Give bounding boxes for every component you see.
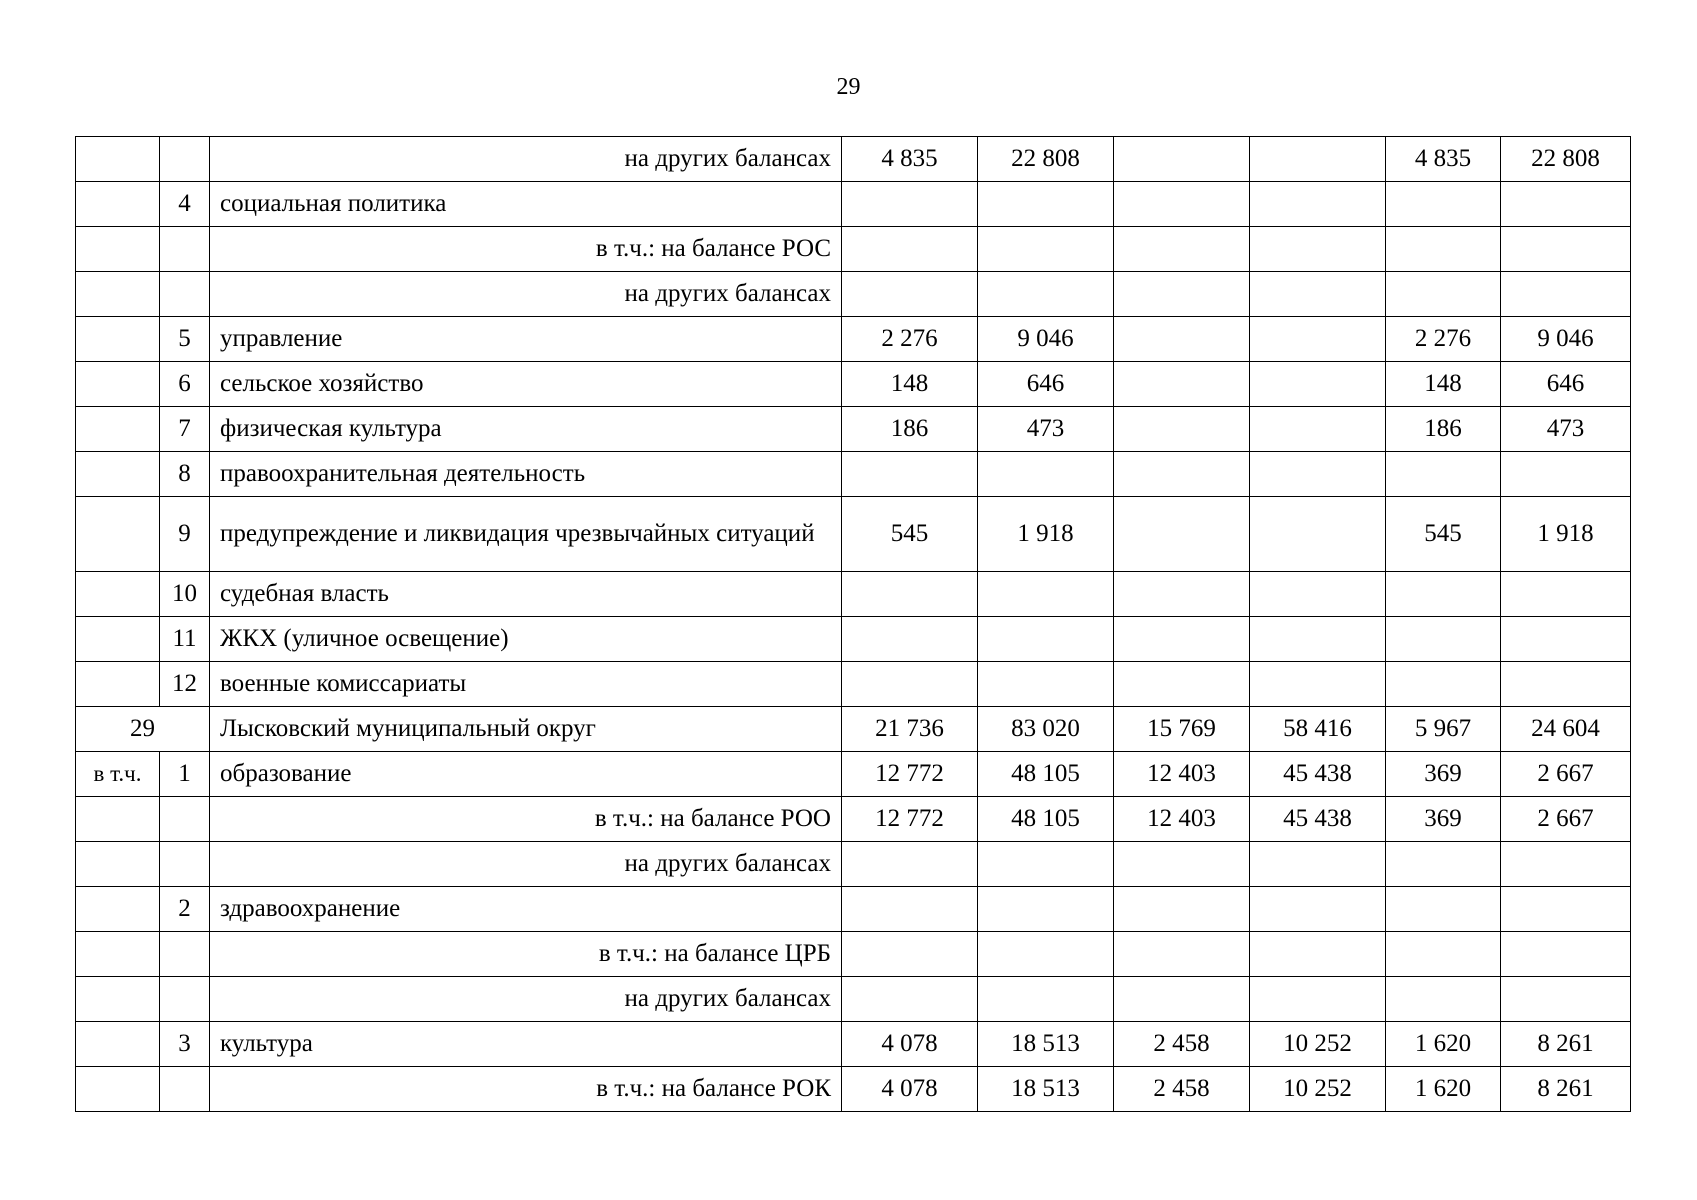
value-cell	[842, 452, 978, 497]
value-cell	[1114, 887, 1250, 932]
item-name-cell: судебная власть	[210, 572, 842, 617]
value-cell	[1250, 842, 1386, 887]
group-cell: в т.ч.	[76, 752, 160, 797]
table-row	[76, 932, 1631, 977]
value-cell: 12 403	[1114, 752, 1250, 797]
value-cell	[842, 977, 978, 1022]
value-cell	[1250, 137, 1386, 182]
value-cell	[1250, 572, 1386, 617]
group-cell	[76, 227, 160, 272]
item-name-cell: здравоохранение	[210, 887, 842, 932]
item-name-cell: социальная политика	[210, 182, 842, 227]
value-cell: 1 620	[1386, 1022, 1501, 1067]
table-row	[76, 1067, 1631, 1112]
value-cell	[1250, 362, 1386, 407]
item-number-cell: 9	[160, 497, 210, 572]
value-cell	[1114, 137, 1250, 182]
item-number-cell: 12	[160, 662, 210, 707]
value-cell: 24 604	[1501, 707, 1631, 752]
group-cell	[76, 1022, 160, 1067]
group-cell	[76, 617, 160, 662]
item-number-cell: 8	[160, 452, 210, 497]
item-name-cell: в т.ч.: на балансе ЦРБ	[210, 932, 842, 977]
value-cell	[1250, 617, 1386, 662]
table-row	[76, 887, 1631, 932]
item-number-cell	[160, 272, 210, 317]
value-cell: 148	[1386, 362, 1501, 407]
value-cell	[978, 977, 1114, 1022]
value-cell	[1114, 977, 1250, 1022]
item-name-cell: на других балансах	[210, 842, 842, 887]
group-cell	[76, 572, 160, 617]
district-number-cell: 29	[76, 707, 210, 752]
value-cell	[1114, 497, 1250, 572]
table-row	[76, 572, 1631, 617]
page-number: 29	[836, 74, 861, 100]
value-cell	[1386, 617, 1501, 662]
value-cell: 2 667	[1501, 752, 1631, 797]
value-cell	[1250, 317, 1386, 362]
item-name-cell: управление	[210, 317, 842, 362]
item-number-cell: 7	[160, 407, 210, 452]
group-cell	[76, 452, 160, 497]
value-cell	[1501, 452, 1631, 497]
value-cell	[1114, 452, 1250, 497]
value-cell	[1386, 572, 1501, 617]
group-cell	[76, 137, 160, 182]
value-cell: 186	[1386, 407, 1501, 452]
value-cell: 21 736	[842, 707, 978, 752]
value-cell	[1501, 617, 1631, 662]
value-cell	[842, 932, 978, 977]
value-cell: 473	[1501, 407, 1631, 452]
data-table	[75, 136, 1631, 1112]
item-name-cell: в т.ч.: на балансе РОС	[210, 227, 842, 272]
table-row	[76, 707, 1631, 752]
table-row	[76, 752, 1631, 797]
value-cell	[1386, 182, 1501, 227]
table-row	[76, 797, 1631, 842]
item-number-cell: 3	[160, 1022, 210, 1067]
value-cell	[1250, 887, 1386, 932]
item-name-cell: в т.ч.: на балансе РОО	[210, 797, 842, 842]
value-cell: 22 808	[1501, 137, 1631, 182]
table-row	[76, 1022, 1631, 1067]
value-cell: 148	[842, 362, 978, 407]
value-cell	[1114, 227, 1250, 272]
value-cell: 369	[1386, 797, 1501, 842]
item-number-cell: 10	[160, 572, 210, 617]
value-cell: 1 918	[1501, 497, 1631, 572]
value-cell	[1114, 407, 1250, 452]
value-cell	[1501, 662, 1631, 707]
group-cell	[76, 932, 160, 977]
value-cell	[1386, 842, 1501, 887]
value-cell	[1250, 932, 1386, 977]
value-cell: 10 252	[1250, 1022, 1386, 1067]
value-cell: 5 967	[1386, 707, 1501, 752]
item-number-cell: 11	[160, 617, 210, 662]
value-cell	[1250, 407, 1386, 452]
value-cell	[978, 227, 1114, 272]
value-cell	[1114, 272, 1250, 317]
value-cell: 2 458	[1114, 1022, 1250, 1067]
table-row	[76, 662, 1631, 707]
item-name-cell: военные комиссариаты	[210, 662, 842, 707]
value-cell	[1501, 182, 1631, 227]
group-cell	[76, 797, 160, 842]
group-cell	[76, 182, 160, 227]
value-cell: 48 105	[978, 797, 1114, 842]
table-body	[76, 137, 1631, 1112]
item-number-cell	[160, 977, 210, 1022]
item-number-cell: 1	[160, 752, 210, 797]
value-cell: 2 276	[1386, 317, 1501, 362]
value-cell	[1386, 887, 1501, 932]
value-cell: 83 020	[978, 707, 1114, 752]
value-cell	[1114, 572, 1250, 617]
value-cell	[1386, 662, 1501, 707]
table-row	[76, 977, 1631, 1022]
item-number-cell: 4	[160, 182, 210, 227]
item-name-cell: ЖКХ (уличное освещение)	[210, 617, 842, 662]
value-cell	[1114, 362, 1250, 407]
group-cell	[76, 662, 160, 707]
group-cell	[76, 977, 160, 1022]
value-cell	[1114, 842, 1250, 887]
value-cell: 473	[978, 407, 1114, 452]
value-cell	[978, 272, 1114, 317]
value-cell	[842, 272, 978, 317]
value-cell: 186	[842, 407, 978, 452]
value-cell	[842, 227, 978, 272]
value-cell: 369	[1386, 752, 1501, 797]
value-cell: 8 261	[1501, 1067, 1631, 1112]
value-cell	[1386, 272, 1501, 317]
item-number-cell	[160, 842, 210, 887]
value-cell: 22 808	[978, 137, 1114, 182]
value-cell	[1501, 227, 1631, 272]
value-cell: 545	[842, 497, 978, 572]
value-cell	[978, 842, 1114, 887]
group-cell	[76, 842, 160, 887]
value-cell: 45 438	[1250, 797, 1386, 842]
item-number-cell	[160, 1067, 210, 1112]
group-cell	[76, 407, 160, 452]
value-cell	[842, 887, 978, 932]
value-cell: 10 252	[1250, 1067, 1386, 1112]
value-cell	[1386, 932, 1501, 977]
value-cell	[1501, 272, 1631, 317]
value-cell: 8 261	[1501, 1022, 1631, 1067]
value-cell	[1501, 887, 1631, 932]
value-cell	[842, 617, 978, 662]
value-cell	[1114, 932, 1250, 977]
value-cell: 1 620	[1386, 1067, 1501, 1112]
item-number-cell: 6	[160, 362, 210, 407]
value-cell: 18 513	[978, 1067, 1114, 1112]
item-name-cell: культура	[210, 1022, 842, 1067]
group-cell	[76, 497, 160, 572]
item-name-cell: образование	[210, 752, 842, 797]
value-cell: 58 416	[1250, 707, 1386, 752]
value-cell	[842, 842, 978, 887]
value-cell: 48 105	[978, 752, 1114, 797]
group-cell	[76, 1067, 160, 1112]
value-cell: 646	[1501, 362, 1631, 407]
value-cell	[978, 662, 1114, 707]
value-cell	[1250, 227, 1386, 272]
value-cell: 45 438	[1250, 752, 1386, 797]
value-cell: 646	[978, 362, 1114, 407]
value-cell	[978, 617, 1114, 662]
value-cell	[1501, 572, 1631, 617]
table-row	[76, 617, 1631, 662]
value-cell: 15 769	[1114, 707, 1250, 752]
value-cell	[1501, 842, 1631, 887]
item-number-cell	[160, 797, 210, 842]
value-cell	[978, 932, 1114, 977]
value-cell	[842, 572, 978, 617]
item-number-cell: 5	[160, 317, 210, 362]
value-cell	[1114, 617, 1250, 662]
table-row	[76, 182, 1631, 227]
table-row	[76, 497, 1631, 572]
value-cell: 12 403	[1114, 797, 1250, 842]
value-cell: 12 772	[842, 797, 978, 842]
value-cell: 2 667	[1501, 797, 1631, 842]
group-cell	[76, 887, 160, 932]
table-row	[76, 272, 1631, 317]
value-cell	[842, 182, 978, 227]
value-cell	[842, 662, 978, 707]
value-cell	[978, 452, 1114, 497]
value-cell: 2 458	[1114, 1067, 1250, 1112]
item-number-cell	[160, 932, 210, 977]
table-row	[76, 407, 1631, 452]
value-cell	[1386, 977, 1501, 1022]
group-cell	[76, 362, 160, 407]
value-cell	[1114, 317, 1250, 362]
value-cell	[1250, 452, 1386, 497]
item-number-cell	[160, 137, 210, 182]
item-number-cell	[160, 227, 210, 272]
value-cell	[1114, 662, 1250, 707]
item-name-cell: в т.ч.: на балансе РОК	[210, 1067, 842, 1112]
table-row	[76, 362, 1631, 407]
value-cell: 9 046	[1501, 317, 1631, 362]
item-name-cell: на других балансах	[210, 272, 842, 317]
value-cell	[1250, 182, 1386, 227]
value-cell	[1386, 227, 1501, 272]
item-name-cell: сельское хозяйство	[210, 362, 842, 407]
value-cell: 9 046	[978, 317, 1114, 362]
value-cell	[1250, 662, 1386, 707]
value-cell	[1386, 452, 1501, 497]
value-cell	[1501, 932, 1631, 977]
value-cell	[1501, 977, 1631, 1022]
table-row	[76, 317, 1631, 362]
group-cell	[76, 272, 160, 317]
table-row	[76, 227, 1631, 272]
item-number-cell: 2	[160, 887, 210, 932]
value-cell: 12 772	[842, 752, 978, 797]
value-cell: 2 276	[842, 317, 978, 362]
value-cell	[1250, 272, 1386, 317]
value-cell: 4 078	[842, 1022, 978, 1067]
value-cell: 4 835	[842, 137, 978, 182]
value-cell	[1250, 977, 1386, 1022]
item-name-cell: предупреждение и ликвидация чрезвычайных ситуаций	[210, 497, 842, 572]
value-cell: 1 918	[978, 497, 1114, 572]
item-name-cell: на других балансах	[210, 137, 842, 182]
group-cell	[76, 317, 160, 362]
item-name-cell: Лысковский муниципальный округ	[210, 707, 842, 752]
table-row	[76, 452, 1631, 497]
value-cell	[978, 887, 1114, 932]
item-name-cell: правоохранительная деятельность	[210, 452, 842, 497]
value-cell	[978, 182, 1114, 227]
value-cell: 18 513	[978, 1022, 1114, 1067]
table-row	[76, 137, 1631, 182]
value-cell	[1250, 497, 1386, 572]
value-cell: 4 078	[842, 1067, 978, 1112]
value-cell: 4 835	[1386, 137, 1501, 182]
item-name-cell: на других балансах	[210, 977, 842, 1022]
item-name-cell: физическая культура	[210, 407, 842, 452]
table-row	[76, 842, 1631, 887]
value-cell	[1114, 182, 1250, 227]
value-cell: 545	[1386, 497, 1501, 572]
value-cell	[978, 572, 1114, 617]
